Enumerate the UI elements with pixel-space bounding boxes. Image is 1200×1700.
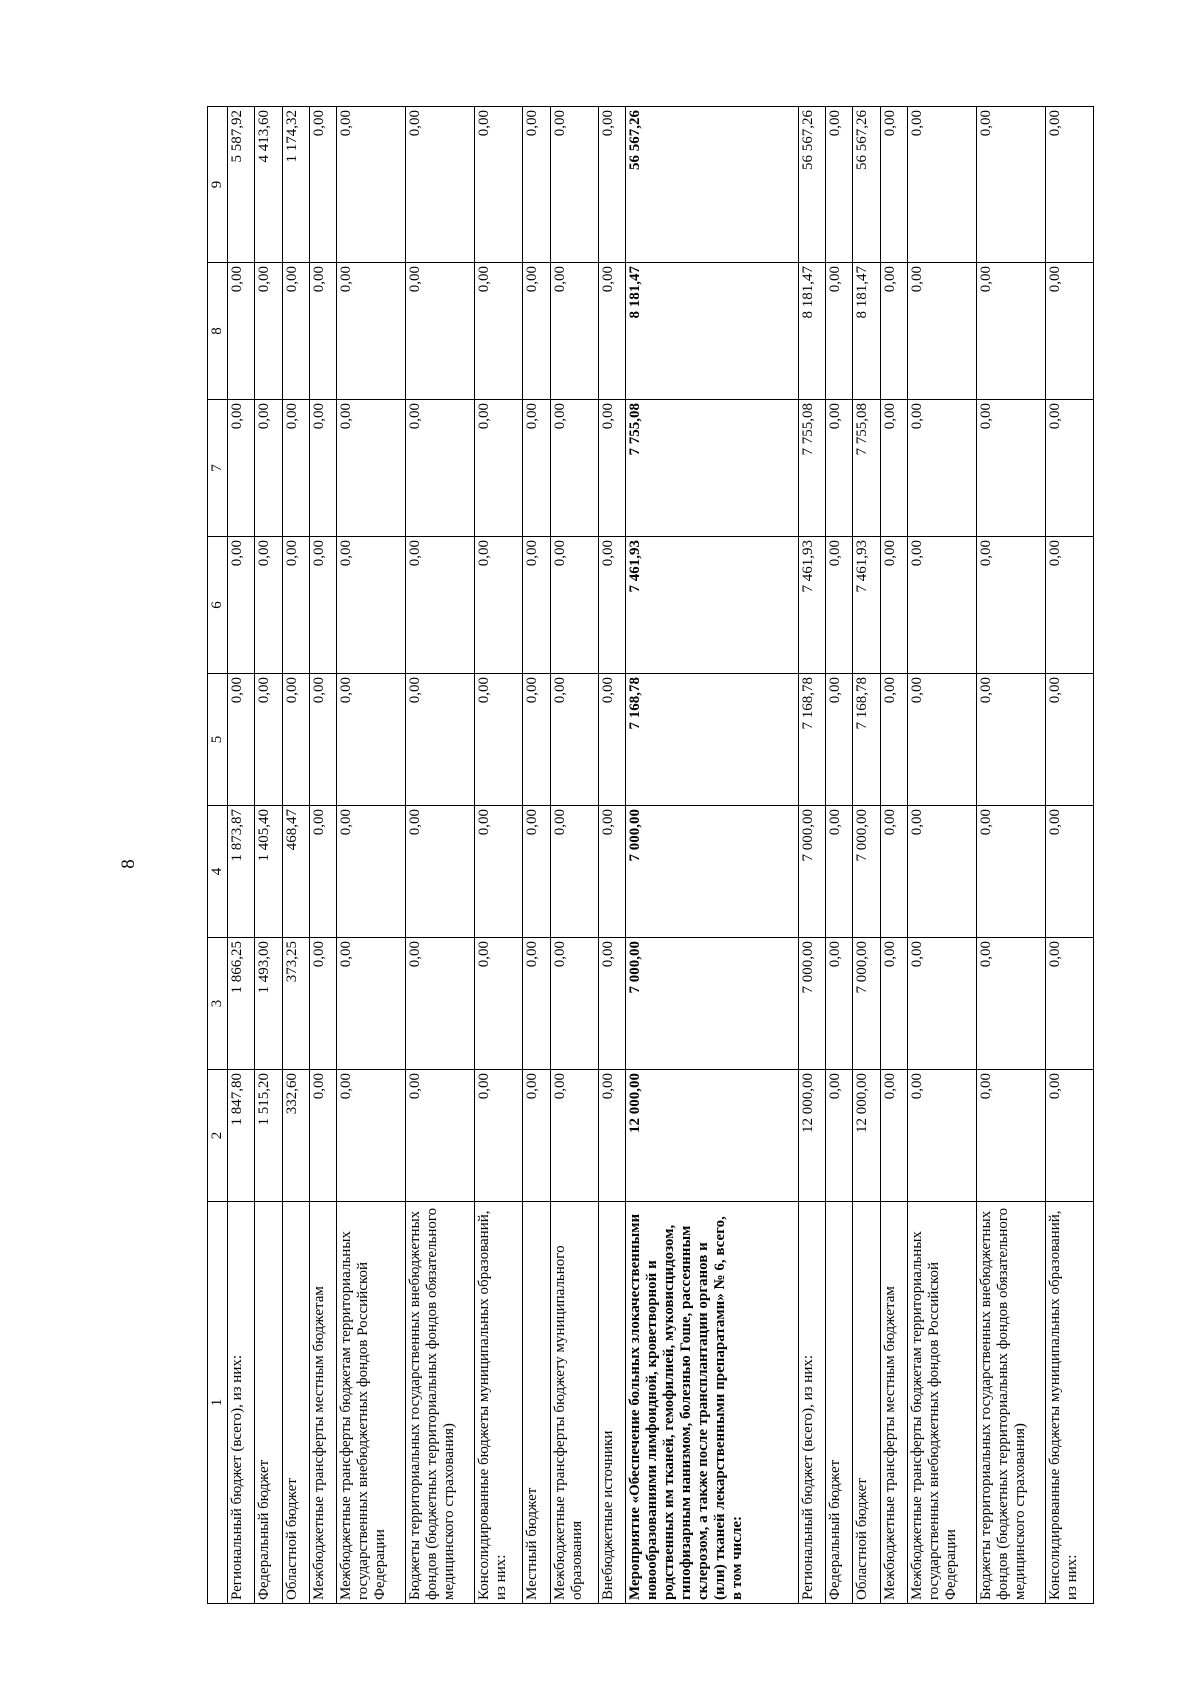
row-value: 0,00: [976, 400, 1045, 537]
row-value: 0,00: [228, 674, 255, 806]
header-row: [208, 107, 228, 1604]
row-value: 0,00: [309, 537, 336, 674]
row-value: 7 000,00: [853, 938, 880, 1070]
table-row: [255, 107, 282, 1604]
row-value: 0,00: [406, 674, 475, 806]
row-value: 0,00: [550, 400, 598, 537]
row-value: 0,00: [1045, 107, 1093, 263]
row-value: 0,00: [550, 263, 598, 400]
row-value: 0,00: [826, 674, 853, 806]
row-value: 7 168,78: [798, 674, 825, 806]
table-row: [309, 107, 336, 1604]
table-row: [550, 107, 598, 1604]
row-value: 0,00: [976, 938, 1045, 1070]
row-value: 56 567,26: [853, 107, 880, 263]
budget-table: [207, 106, 1094, 1604]
row-value: 0,00: [1045, 1070, 1093, 1202]
row-value: 4 413,60: [255, 107, 282, 263]
row-value: 0,00: [908, 400, 977, 537]
row-value: 8 181,47: [625, 263, 798, 400]
table-row: [523, 107, 550, 1604]
row-value: 0,00: [598, 1070, 625, 1202]
page-number: [118, 852, 139, 876]
row-value: 0,00: [908, 674, 977, 806]
row-value: 0,00: [255, 674, 282, 806]
table-row: [798, 107, 825, 1604]
row-value: 0,00: [880, 107, 907, 263]
row-value: 0,00: [598, 806, 625, 938]
row-value: 0,00: [523, 806, 550, 938]
row-value: 0,00: [523, 107, 550, 263]
row-label: Бюджеты территориальных государственных внебюджетных фондов (бюджетных территориальных фондов обязательного медицинского страхования): [406, 1202, 475, 1604]
row-value: 1 174,32: [282, 107, 309, 263]
row-value: 0,00: [337, 938, 406, 1070]
row-label: Внебюджетные источники: [598, 1202, 625, 1604]
table-row: [826, 107, 853, 1604]
row-value: 7 000,00: [798, 806, 825, 938]
table-row: [1045, 107, 1093, 1604]
row-label: Бюджеты территориальных государственных внебюджетных фондов (бюджетных территориальных фондов обязательного медицинского страхования): [976, 1202, 1045, 1604]
row-value: 0,00: [255, 263, 282, 400]
table-row: [853, 107, 880, 1604]
row-value: 0,00: [908, 938, 977, 1070]
row-label: Мероприятие «Обеспечение больных злокачественными новообразованиями лимфоидной, кроветворной и родственных им тканей, гемофилией, муковисцидозом, гипофизарным нанизмом, болезнью Гоше, рассеянным склерозом, а также после трансплантации органов и (или) тканей лекарственными препаратами» № 6, всего, в том числе:: [625, 1202, 798, 1604]
row-value: 7 000,00: [625, 806, 798, 938]
row-value: 7 000,00: [798, 938, 825, 1070]
row-value: 0,00: [598, 674, 625, 806]
row-value: 0,00: [880, 263, 907, 400]
row-value: 0,00: [826, 107, 853, 263]
row-value: 0,00: [880, 674, 907, 806]
row-label: Областной бюджет: [853, 1202, 880, 1604]
row-value: 0,00: [337, 537, 406, 674]
table-row: [228, 107, 255, 1604]
row-value: 0,00: [976, 107, 1045, 263]
row-value: 0,00: [406, 107, 475, 263]
row-value: 0,00: [976, 1070, 1045, 1202]
row-value: 0,00: [523, 400, 550, 537]
row-label: Межбюджетные трансферты местным бюджетам: [880, 1202, 907, 1604]
column-header: 7: [208, 400, 228, 537]
row-value: 0,00: [406, 400, 475, 537]
column-header: 1: [208, 1202, 228, 1604]
row-value: 0,00: [475, 263, 523, 400]
row-value: 0,00: [880, 400, 907, 537]
row-value: 7 168,78: [625, 674, 798, 806]
table-row: [598, 107, 625, 1604]
row-value: 0,00: [826, 938, 853, 1070]
row-value: 7 461,93: [853, 537, 880, 674]
row-value: 0,00: [406, 806, 475, 938]
row-value: 7 461,93: [625, 537, 798, 674]
table-row: [475, 107, 523, 1604]
row-value: 0,00: [908, 537, 977, 674]
row-value: 56 567,26: [625, 107, 798, 263]
row-label: Региональный бюджет (всего), из них:: [228, 1202, 255, 1604]
row-value: 0,00: [228, 400, 255, 537]
row-value: 0,00: [337, 400, 406, 537]
row-value: 0,00: [523, 938, 550, 1070]
row-value: 0,00: [880, 537, 907, 674]
row-value: 0,00: [309, 1070, 336, 1202]
column-header: 2: [208, 1070, 228, 1202]
table-row: [625, 107, 798, 1604]
row-value: 0,00: [282, 674, 309, 806]
row-value: 0,00: [598, 400, 625, 537]
row-value: 7 755,08: [853, 400, 880, 537]
row-value: 0,00: [475, 400, 523, 537]
row-label: Федеральный бюджет: [826, 1202, 853, 1604]
row-value: 0,00: [880, 806, 907, 938]
row-value: 0,00: [598, 537, 625, 674]
row-value: 0,00: [976, 806, 1045, 938]
row-value: 0,00: [826, 400, 853, 537]
rotated-table-wrapper: [207, 107, 1094, 1604]
row-value: 7 000,00: [625, 938, 798, 1070]
row-value: 0,00: [309, 400, 336, 537]
row-value: 1 866,25: [228, 938, 255, 1070]
row-value: 0,00: [826, 806, 853, 938]
table-row: [337, 107, 406, 1604]
row-value: 0,00: [337, 107, 406, 263]
row-value: 0,00: [475, 1070, 523, 1202]
column-header: 8: [208, 263, 228, 400]
row-label: Консолидированные бюджеты муниципальных образований, из них:: [1045, 1202, 1093, 1604]
row-value: 0,00: [826, 537, 853, 674]
row-value: 0,00: [475, 537, 523, 674]
row-value: 0,00: [880, 938, 907, 1070]
row-value: 0,00: [1045, 263, 1093, 400]
row-value: 0,00: [309, 674, 336, 806]
row-value: 5 587,92: [228, 107, 255, 263]
column-header: 4: [208, 806, 228, 938]
row-label: Консолидированные бюджеты муниципальных образований, из них:: [475, 1202, 523, 1604]
row-value: 332,60: [282, 1070, 309, 1202]
row-value: 0,00: [1045, 806, 1093, 938]
row-value: 0,00: [826, 1070, 853, 1202]
row-value: 0,00: [598, 938, 625, 1070]
column-header: 9: [208, 107, 228, 263]
row-value: 7 755,08: [625, 400, 798, 537]
row-value: 0,00: [475, 674, 523, 806]
row-label: Федеральный бюджет: [255, 1202, 282, 1604]
row-value: 0,00: [282, 400, 309, 537]
row-value: 0,00: [598, 263, 625, 400]
row-value: 0,00: [550, 674, 598, 806]
table-row: [976, 107, 1045, 1604]
row-value: 1 847,80: [228, 1070, 255, 1202]
row-value: 0,00: [908, 806, 977, 938]
row-value: 0,00: [282, 537, 309, 674]
row-value: 0,00: [1045, 537, 1093, 674]
table-body: [228, 107, 1094, 1604]
row-value: 0,00: [406, 537, 475, 674]
row-value: 0,00: [406, 263, 475, 400]
row-value: 373,25: [282, 938, 309, 1070]
row-value: 0,00: [228, 537, 255, 674]
row-value: 0,00: [523, 537, 550, 674]
row-value: 0,00: [523, 674, 550, 806]
row-value: 0,00: [309, 107, 336, 263]
row-label: Межбюджетные трансферты местным бюджетам: [309, 1202, 336, 1604]
row-value: 12 000,00: [625, 1070, 798, 1202]
row-value: 1 405,40: [255, 806, 282, 938]
row-value: 0,00: [309, 263, 336, 400]
row-value: 0,00: [523, 263, 550, 400]
row-label: Межбюджетные трансферты бюджету муниципального образования: [550, 1202, 598, 1604]
row-value: 0,00: [1045, 938, 1093, 1070]
row-value: 0,00: [550, 938, 598, 1070]
row-value: 0,00: [550, 806, 598, 938]
row-value: 0,00: [475, 938, 523, 1070]
row-value: 1 493,00: [255, 938, 282, 1070]
row-label: Региональный бюджет (всего), из них:: [798, 1202, 825, 1604]
row-value: 0,00: [550, 107, 598, 263]
row-value: 12 000,00: [798, 1070, 825, 1202]
row-value: 0,00: [826, 263, 853, 400]
row-value: 0,00: [255, 400, 282, 537]
page-number-text: 8: [118, 859, 139, 869]
row-value: 7 000,00: [853, 806, 880, 938]
row-value: 12 000,00: [853, 1070, 880, 1202]
row-value: 0,00: [550, 537, 598, 674]
row-value: 0,00: [475, 806, 523, 938]
row-value: 56 567,26: [798, 107, 825, 263]
row-value: 0,00: [1045, 400, 1093, 537]
row-label: Межбюджетные трансферты бюджетам территориальных государственных внебюджетных фондов Российской Федерации: [908, 1202, 977, 1604]
row-value: 0,00: [1045, 674, 1093, 806]
row-value: 0,00: [309, 806, 336, 938]
row-value: 0,00: [880, 1070, 907, 1202]
column-header: 5: [208, 674, 228, 806]
row-label: Межбюджетные трансферты бюджетам территориальных государственных внебюджетных фондов Российской Федерации: [337, 1202, 406, 1604]
table-row: [908, 107, 977, 1604]
row-value: 0,00: [337, 674, 406, 806]
row-value: 8 181,47: [853, 263, 880, 400]
column-header: 6: [208, 537, 228, 674]
row-value: 0,00: [976, 537, 1045, 674]
row-value: 0,00: [282, 263, 309, 400]
row-value: 0,00: [337, 806, 406, 938]
row-value: 0,00: [976, 674, 1045, 806]
row-value: 1 873,87: [228, 806, 255, 938]
row-value: 0,00: [598, 107, 625, 263]
table-row: [282, 107, 309, 1604]
row-value: 468,47: [282, 806, 309, 938]
column-header: 3: [208, 938, 228, 1070]
row-value: 0,00: [309, 938, 336, 1070]
table-row: [880, 107, 907, 1604]
table-row: [406, 107, 475, 1604]
row-label: Областной бюджет: [282, 1202, 309, 1604]
row-value: 0,00: [475, 107, 523, 263]
row-value: 0,00: [337, 1070, 406, 1202]
row-value: 0,00: [523, 1070, 550, 1202]
row-value: 0,00: [255, 537, 282, 674]
row-value: 0,00: [406, 1070, 475, 1202]
row-value: 0,00: [976, 263, 1045, 400]
row-value: 0,00: [908, 1070, 977, 1202]
row-value: 0,00: [550, 1070, 598, 1202]
row-value: 0,00: [406, 938, 475, 1070]
row-value: 0,00: [908, 263, 977, 400]
row-value: 7 755,08: [798, 400, 825, 537]
row-value: 0,00: [337, 263, 406, 400]
row-value: 1 515,20: [255, 1070, 282, 1202]
row-value: 8 181,47: [798, 263, 825, 400]
row-value: 7 168,78: [853, 674, 880, 806]
row-value: 0,00: [908, 107, 977, 263]
row-label: Местный бюджет: [523, 1202, 550, 1604]
row-value: 7 461,93: [798, 537, 825, 674]
row-value: 0,00: [228, 263, 255, 400]
